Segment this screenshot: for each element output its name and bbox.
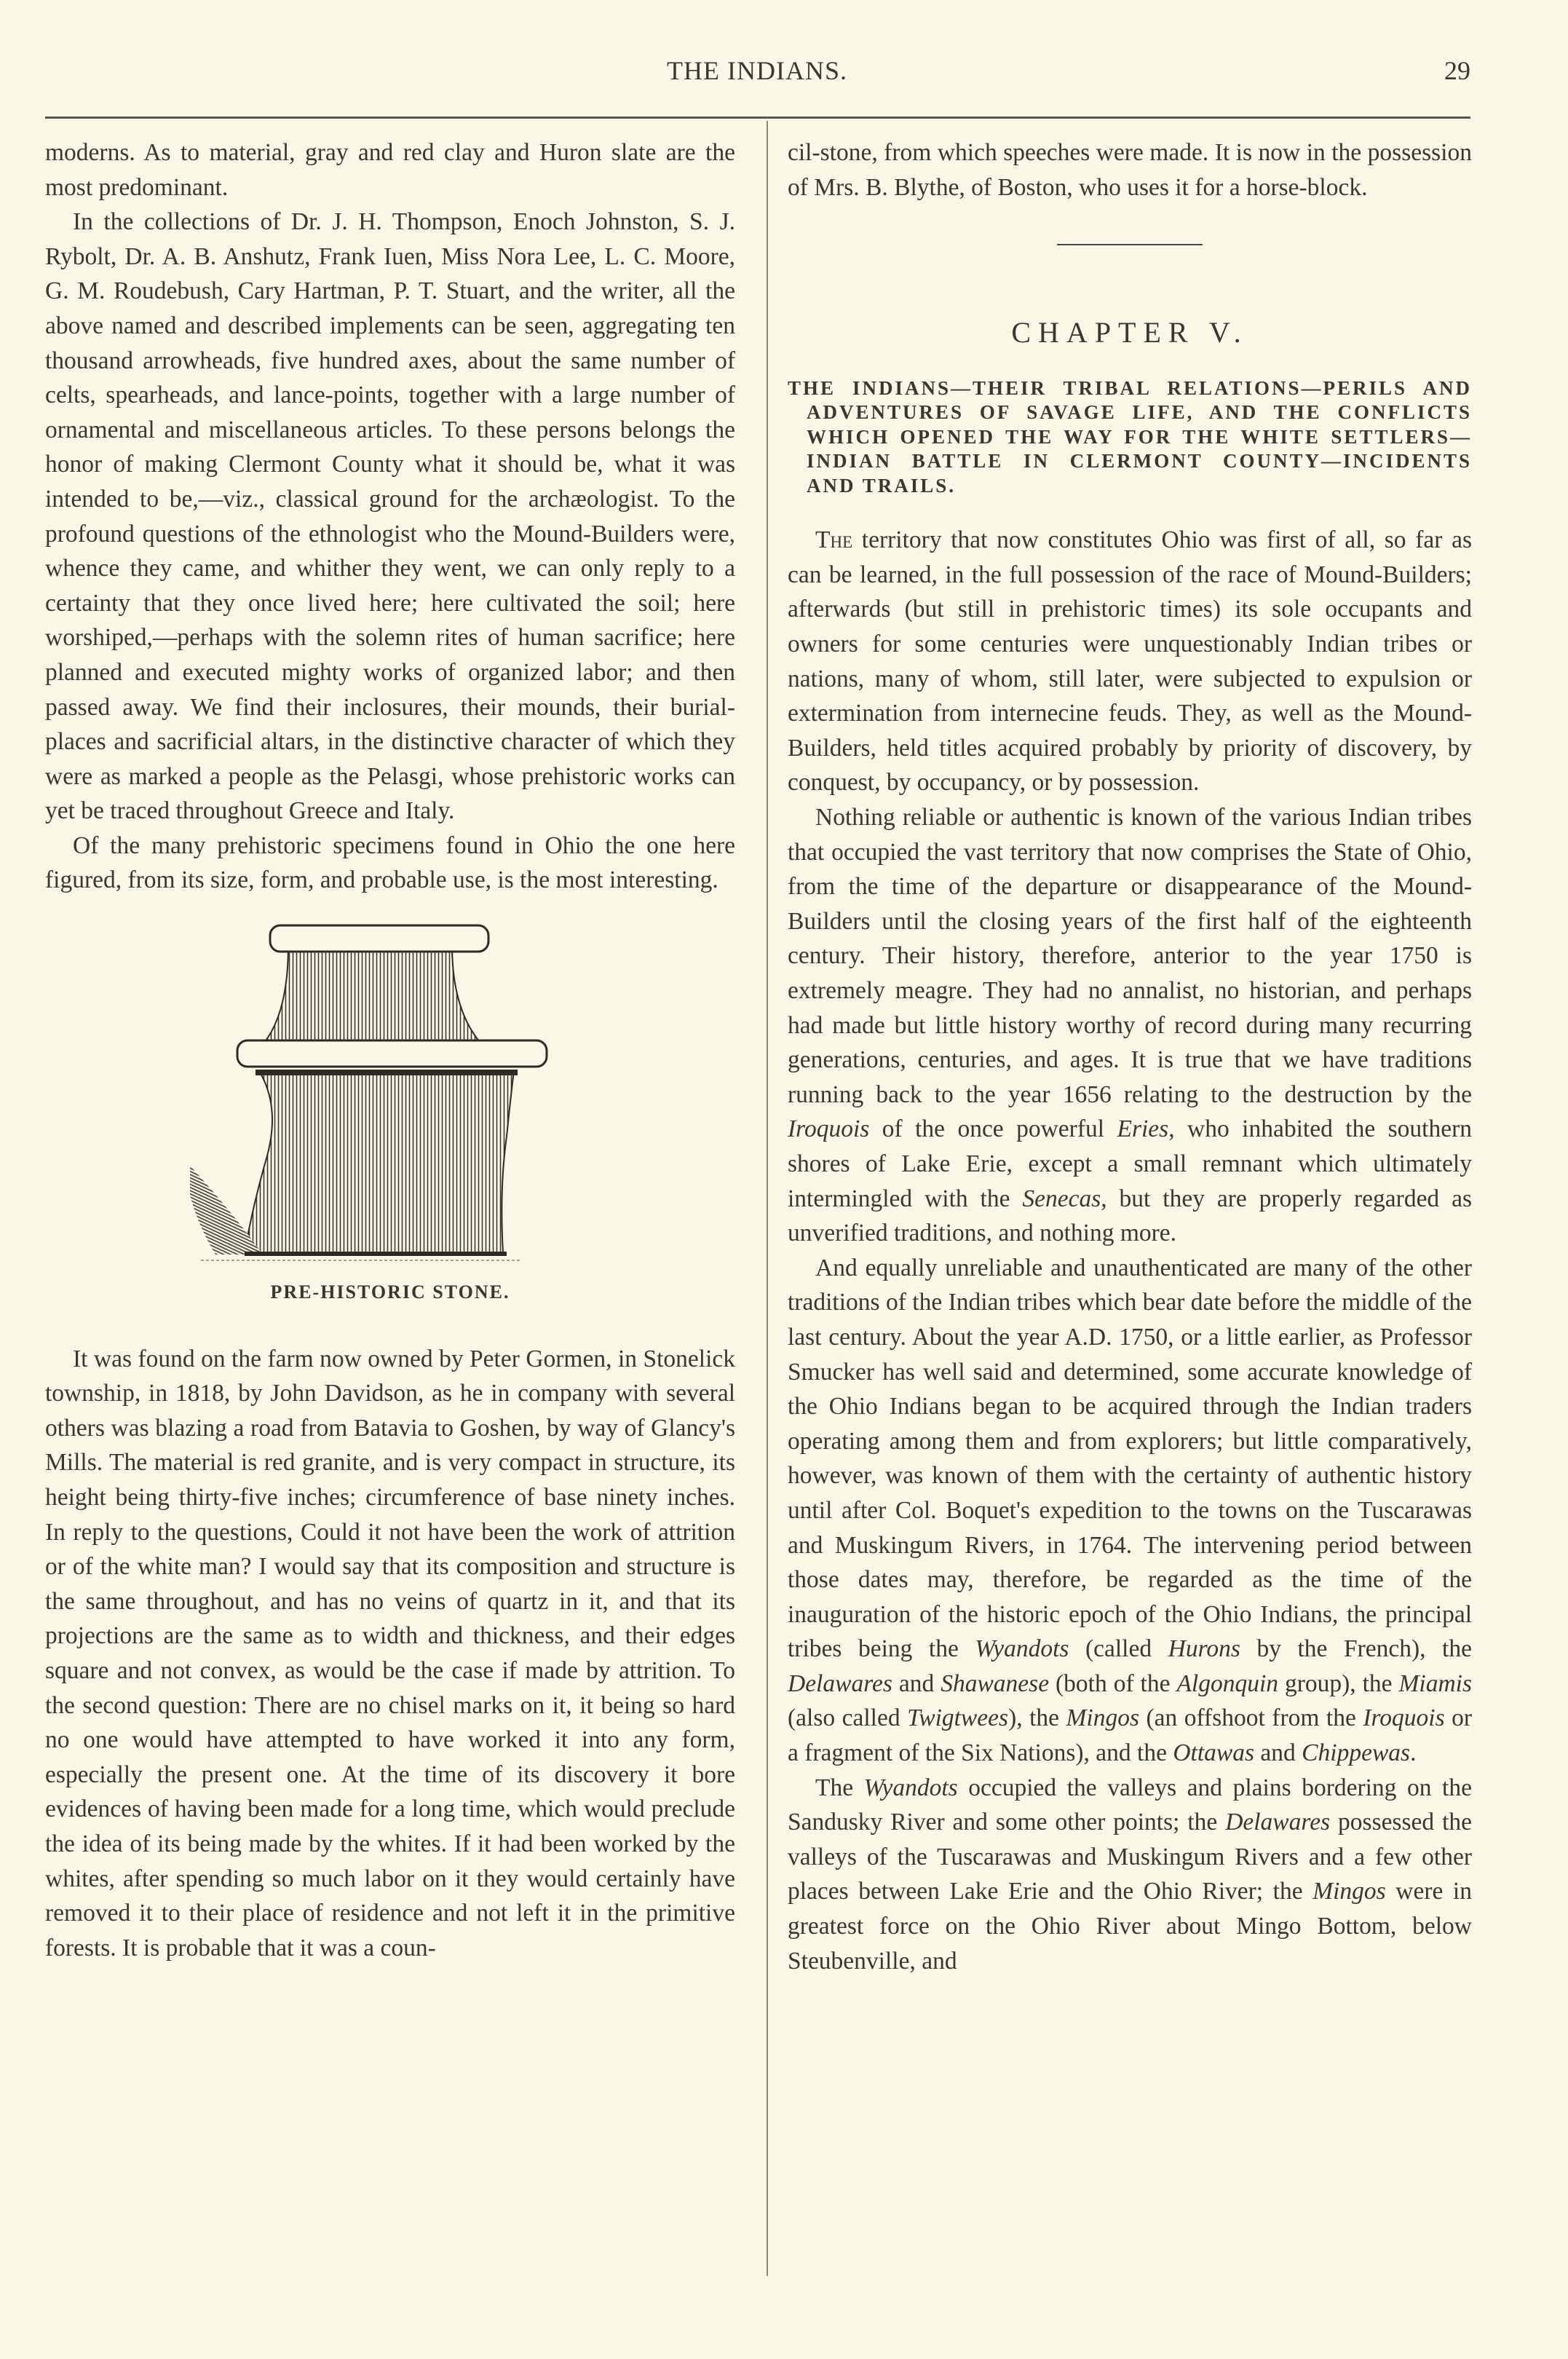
- italic-term: Hurons: [1168, 1635, 1240, 1663]
- figure-caption: PRE-HISTORIC STONE.: [270, 1281, 510, 1303]
- italic-term: Shawanese: [941, 1670, 1050, 1697]
- paragraph: Nothing reliable or authentic is known of the various Indian tribes that occupied the vast territory that now comprises the State of Ohio, from the time of the departure or disappearance of the Mound-Builders until the closing years of the first half of the eighteenth century. Their history, therefore, anterior to the year 1750 is extremely meagre. They had no annalist, no historian, and perhaps had made but little history worthy of record during many recurring generations, centuries, and ages. It is true that we have traditions running back to the year 1656 relating to the destruction by the Iroquois of the once powerful Eries, who inhabited the southern shores of Lake Erie, except a small remnant which ultimately intermingled with the Senecas, but they are properly regarded as unverified traditions, and nothing more.: [788, 804, 1472, 1247]
- running-head: [44, 52, 1470, 89]
- italic-term: Ottawas: [1173, 1739, 1255, 1767]
- italic-term: Delawares: [788, 1670, 892, 1697]
- paragraph-text: territory that now constitutes Ohio was first of all, so far as can be learned, in the full possession of the race of Mound-Builders; afterwards (but still in prehistoric times) its sole occupants and owners for some centuries were unquestionably Indian tribes or nations, many of whom, still later, were subjected to expulsion or extermination from internecine feuds. They, as well as the Mound-Builders, held titles acquired probably by priority of discovery, by conquest, by occupancy, or by possession.: [788, 526, 1472, 797]
- paragraph: Of the many prehistoric specimens found in Ohio the one here figured, from its size, form, and probable use, is the most interesting.: [45, 831, 735, 894]
- column-divider: [767, 121, 768, 2276]
- italic-term: Algonquin: [1176, 1670, 1279, 1697]
- italic-term: Chippewas: [1302, 1739, 1411, 1767]
- right-column: [788, 135, 1472, 1978]
- figure-prehistoric-stone: [45, 918, 735, 1310]
- section-rule: [1057, 244, 1203, 245]
- header-rule: [45, 116, 1470, 119]
- paragraph-opening: [788, 523, 1472, 800]
- italic-term: Senecas: [1022, 1185, 1101, 1212]
- lead-word: The: [815, 526, 853, 554]
- chapter-summary: THE INDIANS—THEIR TRIBAL RELATIONS—PERILS AND ADVENTURES OF SAVAGE LIFE, AND THE CONFLICTS WHICH OPENED THE WAY FOR THE WHITE SETTLERS—INDIAN BATTLE IN CLERMONT COUNTY—INCIDENTS AND TRAILS.: [788, 376, 1472, 497]
- italic-term: Eries: [1117, 1115, 1169, 1143]
- italic-term: Miamis: [1398, 1670, 1472, 1697]
- italic-term: Twigtwees: [907, 1704, 1009, 1732]
- paragraph: In the collections of Dr. J. H. Thompson, Enoch Johnston, S. J. Rybolt, Dr. A. B. Anshutz, Frank Iuen, Miss Nora Lee, L. C. Moore, G. M. Roudebush, Cary Hartman, P. T. Stuart, and the writer, all the above named and described implements can be seen, aggregating ten thousand arrowheads, five hundred axes, about the same number of celts, spearheads, and lance-points, together with a large number of ornamental and miscellaneous articles. To these persons belongs the honor of making Clermont County what it should be, what it was intended to be,—viz., classical ground for the archæologist. To the profound questions of the ethnologist who the Mound-Builders were, whence they came, and whither they went, we can only reply to a certainty that they once lived here; here cultivated the soil; here worshiped,—perhaps with the solemn rites of human sacrifice; here planned and executed mighty works of organized labor; and then passed away. We find their inclosures, their mounds, their burial-places and sacrificial altars, in the distinctive character of which they were as marked a people as the Pelasgi, whose prehistoric works can yet be traced throughout Greece and Italy.: [45, 208, 735, 825]
- italic-term: Mingos: [1312, 1878, 1386, 1905]
- running-title: THE INDIANS.: [667, 56, 847, 85]
- paragraph: It was found on the farm now owned by Peter Gormen, in Stonelick township, in 1818, by John Davidson, as he in company with several others was blazing a road from Batavia to Goshen, by way of Glancy's Mills. The material is red granite, and is very compact in structure, its height being thirty-five inches; circumference of base ninety inches. In reply to the questions, Could it not have been the work of attrition or of the white man? I would say that its composition and structure is the same throughout, and has no veins of quartz in it, and that its projections are the same as to width and thickness, and their edges square and not convex, as would be the case if made by attrition. To the second question: There are no chisel marks on it, it being so hard no one would have attempted to have worked it into any form, especially the present one. At the time of its discovery it bore evidences of having been made for a long time, which would preclude the idea of its being made by the whites. If it had been worked by the whites, after spending so much labor on it they would certainly have removed it to their place of residence and not left it in the primitive forests. It is probable that it was a coun-: [45, 1345, 735, 1961]
- chapter-title: CHAPTER V.: [1011, 316, 1248, 349]
- italic-term: Wyandots: [975, 1635, 1069, 1663]
- italic-term: Iroquois: [788, 1115, 870, 1143]
- italic-term: Mingos: [1066, 1704, 1139, 1732]
- page-number: 29: [1444, 56, 1470, 85]
- paragraph: moderns. As to material, gray and red clay and Huron slate are the most predominant.: [45, 139, 735, 201]
- paragraph: cil-stone, from which speeches were made. It is now in the possession of Mrs. B. Blythe, of Boston, who uses it for a horse-block.: [788, 139, 1472, 201]
- italic-term: Iroquois: [1363, 1704, 1445, 1732]
- left-column: [45, 135, 735, 1965]
- paragraph: The Wyandots occupied the valleys and plains bordering on the Sandusky River and some other points; the Delawares possessed the valleys of the Tuscarawas and Muskingum Rivers and a few other places between Lake Erie and the Ohio River; the Mingos were in greatest force on the Ohio River about Mingo Bottom, below Steubenville, and: [788, 1774, 1473, 1975]
- paragraph: And equally unreliable and unauthenticated are many of the other traditions of the Indian tribes which bear date before the middle of the last century. About the year A.D. 1750, or a little earlier, as Professor Smucker has well said and determined, some accurate knowledge of the Ohio Indians began to be acquired through the Indian traders operating among them and from explorers; but little comparatively, however, was known of them with the certainty of authentic history until after Col. Boquet's expedition to the towns on the Tuscarawas and Muskingum Rivers, in 1764. The intervening period between those dates may, therefore, be regarded as the time of the inauguration of the historic epoch of the Ohio Indians, the principal tribes being the Wyandots (called Hurons by the French), the Delawares and Shawanese (both of the Algonquin group), the Miamis (also called Twigtwees), the Mingos (an offshoot from the Iroquois or a fragment of the Six Nations), and the Ottawas and Chippewas.: [788, 1254, 1473, 1767]
- italic-term: Delawares: [1225, 1809, 1331, 1836]
- engraving-prehistoric-stone-icon: [186, 918, 594, 1268]
- italic-term: Wyandots: [863, 1774, 958, 1801]
